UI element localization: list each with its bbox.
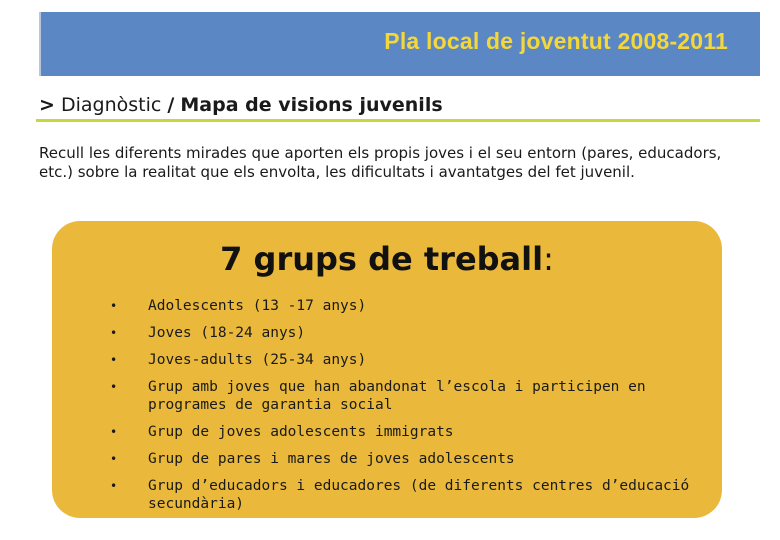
work-groups-list [110,297,700,522]
bullet-icon: • [110,425,118,439]
section-prefix: Diagnòstic [60,94,162,116]
section-heading [39,94,443,116]
bullet-icon: • [110,479,118,493]
list-item [110,297,700,315]
list-item-text: Joves-adults (25-34 anys) [148,352,367,368]
section-separator: / [167,94,175,116]
intro-text: Recull les diferents mirades que aporten els propis joves i el seu entorn (pares, educadors, etc.) sobre la realitat que els envolta, les dificultats i avantatges del fet juvenil. [39,144,722,181]
list-item [110,324,700,342]
list-item-text: Adolescents (13 -17 anys) [148,298,367,314]
divider [36,119,760,122]
list-item-text: Joves (18-24 anys) [148,325,306,341]
list-item-text: Grup de joves adolescents immigrats [148,424,454,440]
list-item [110,450,700,468]
bullet-icon: • [110,380,118,394]
list-item-text: Grup de pares i mares de joves adolescents [148,451,515,467]
work-groups-panel [52,221,722,518]
bullet-icon: • [110,452,118,466]
page-title: Pla local de joventut 2008-2011 [384,28,728,54]
list-item [110,477,700,513]
arrow-icon: > [39,94,55,116]
header-bar [39,12,760,76]
list-item-text: Grup amb joves que han abandonat l’escola i participen en programes de garantia social [148,379,646,413]
list-item [110,378,700,414]
list-item-text: Grup d’educadors i educadores (de diferents centres d’educació secundària) [148,478,690,512]
list-item [110,351,700,369]
bullet-icon: • [110,326,118,340]
bullet-icon: • [110,299,118,313]
panel-title [52,240,722,278]
panel-title-suffix: : [543,240,554,278]
panel-title-strong: 7 grups de treball [220,240,544,278]
bullet-icon: • [110,353,118,367]
section-title: Mapa de visions juvenils [180,94,443,116]
list-item [110,423,700,441]
